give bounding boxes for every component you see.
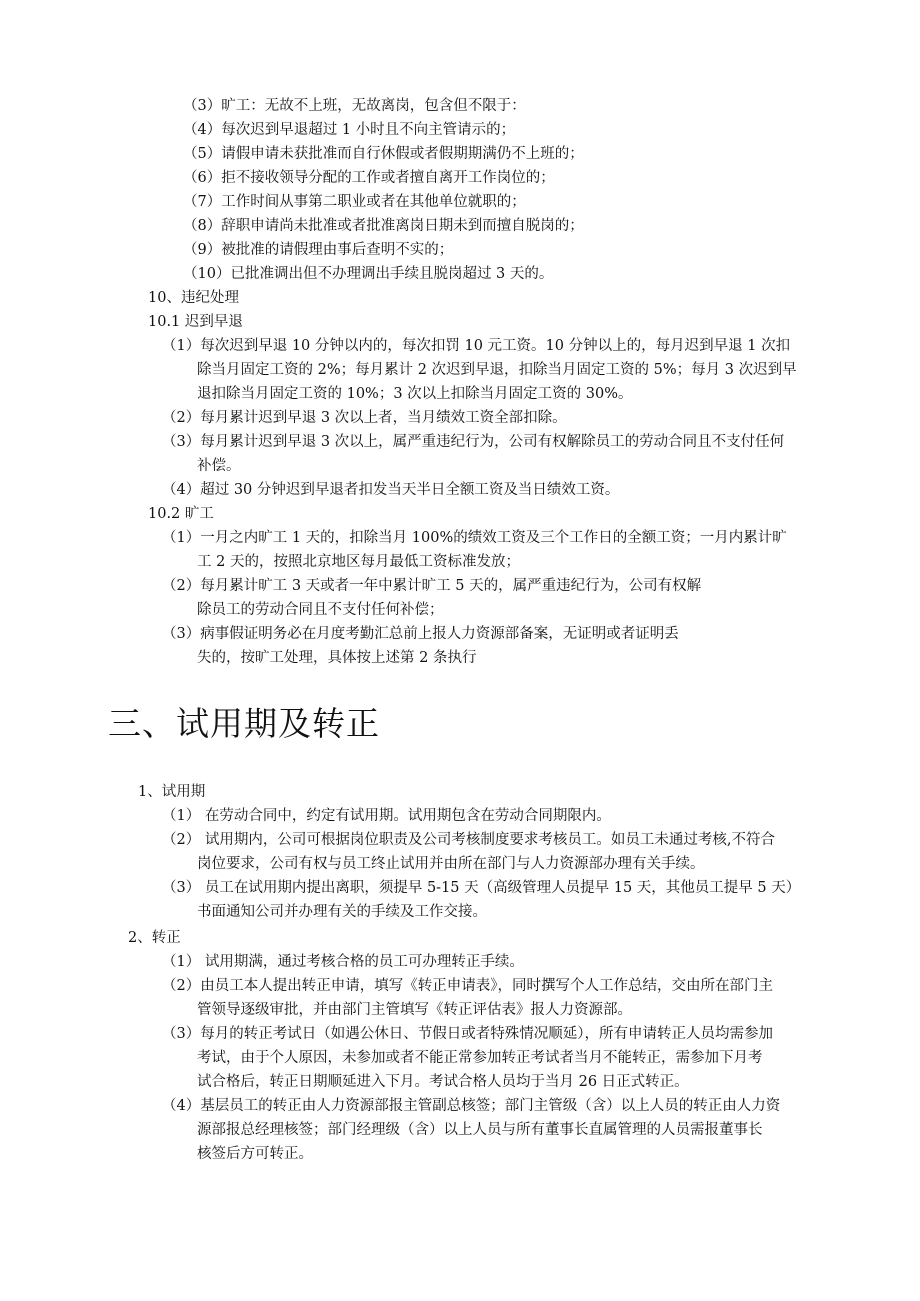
absence-item: （5）请假申请未获批准而自行休假或者假期期满仍不上班的； bbox=[183, 146, 584, 162]
regular-title: 2、转正 bbox=[128, 930, 181, 946]
discipline-title: 10、违纪处理 bbox=[148, 290, 239, 306]
absent-line: （1）一月之内旷工 1 天的，扣除当月 100%的绩效工资及三个工作日的全额工资；一月内累计旷 bbox=[162, 530, 787, 546]
late-line: （4）超过 30 分钟迟到早退者扣发当天半日全额工资及当日绩效工资。 bbox=[162, 482, 620, 498]
absence-item: （7）工作时间从事第二职业或者在其他单位就职的； bbox=[183, 194, 526, 210]
absence-item: （3）旷工：无故不上班，无故离岗，包含但不限于： bbox=[183, 98, 526, 114]
section-heading: 三、试用期及转正 bbox=[108, 704, 380, 743]
late-title: 10.1 迟到早退 bbox=[148, 314, 243, 330]
late-line: 退扣除当月固定工资的 10%；3 次以上扣除当月固定工资的 30%。 bbox=[197, 386, 633, 402]
regular-line: 考试，由于个人原因，未参加或者不能正常参加转正考试者当月不能转正，需参加下月考 bbox=[197, 1050, 763, 1066]
late-line: 除当月固定工资的 2%；每月累计 2 次迟到早退，扣除当月固定工资的 5%；每月 3 次迟到早 bbox=[197, 362, 797, 378]
regular-line: 管领导逐级审批，并由部门主管填写《转正评估表》报人力资源部。 bbox=[197, 1002, 632, 1018]
regular-line: 试合格后，转正日期顺延进入下月。考试合格人员均于当月 26 日正式转正。 bbox=[197, 1074, 689, 1090]
regular-line: （2）由员工本人提出转正申请，填写《转正申请表》，同时撰写个人工作总结，交由所在部门主 bbox=[162, 978, 773, 994]
late-line: （1）每次迟到早退 10 分钟以内的，每次扣罚 10 元工资。10 分钟以上的，每月迟到早退 1 次扣 bbox=[162, 338, 791, 354]
absent-line: （2）每月累计旷工 3 天或者一年中累计旷工 5 天的，属严重违纪行为，公司有权解 bbox=[162, 578, 702, 594]
regular-line: （3）每月的转正考试日（如遇公休日、节假日或者特殊情况顺延），所有申请转正人员均需参加 bbox=[162, 1026, 773, 1042]
late-line: （3）每月累计迟到早退 3 次以上，属严重违纪行为，公司有权解除员工的劳动合同且不支付任何 bbox=[162, 434, 785, 450]
absent-line: （3）病事假证明务必在月度考勤汇总前上报人力资源部备案，无证明或者证明丢 bbox=[162, 626, 679, 642]
regular-line: 源部报总经理核签；部门经理级（含）以上人员与所有董事长直属管理的人员需报董事长 bbox=[197, 1122, 763, 1138]
absent-line: 失的，按旷工处理，具体按上述第 2 条执行 bbox=[197, 650, 477, 666]
absent-title: 10.2 旷工 bbox=[148, 506, 214, 522]
late-line: （2）每月累计迟到早退 3 次以上者，当月绩效工资全部扣除。 bbox=[162, 410, 567, 426]
probation-line: （3） 员工在试用期内提出离职，须提早 5-15 天（高级管理人员提早 15 天，其他员工提早 5 天） bbox=[162, 880, 801, 896]
probation-line: 书面通知公司并办理有关的手续及工作交接。 bbox=[197, 904, 487, 920]
absence-item: （6）拒不接收领导分配的工作或者擅自离开工作岗位的； bbox=[183, 170, 555, 186]
probation-line: （2） 试用期内，公司可根据岗位职责及公司考核制度要求考核员工。如员工未通过考核,不符合 bbox=[162, 832, 775, 848]
absence-item: （8）辞职申请尚未批准或者批准离岗日期未到而擅自脱岗的； bbox=[183, 218, 584, 234]
regular-line: （4）基层员工的转正由人力资源部报主管副总核签；部门主管级（含）以上人员的转正由人力资 bbox=[162, 1098, 781, 1114]
probation-line: （1） 在劳动合同中，约定有试用期。试用期包含在劳动合同期限内。 bbox=[162, 808, 611, 824]
probation-title: 1、试用期 bbox=[138, 784, 206, 800]
absence-item: （4）每次迟到早退超过 1 小时且不向主管请示的； bbox=[183, 122, 516, 138]
late-line: 补偿。 bbox=[197, 458, 241, 474]
regular-line: 核签后方可转正。 bbox=[197, 1146, 313, 1162]
absence-item: （10）已批准调出但不办理调出手续且脱岗超过 3 天的。 bbox=[183, 266, 554, 282]
absent-line: 除员工的劳动合同且不支付任何补偿； bbox=[197, 602, 444, 618]
regular-line: （1） 试用期满，通过考核合格的员工可办理转正手续。 bbox=[162, 954, 524, 970]
absence-item: （9）被批准的请假理由事后查明不实的； bbox=[183, 242, 454, 258]
probation-line: 岗位要求，公司有权与员工终止试用并由所在部门与人力资源部办理有关手续。 bbox=[197, 856, 705, 872]
absent-line: 工 2 天的，按照北京地区每月最低工资标准发放； bbox=[197, 554, 520, 570]
